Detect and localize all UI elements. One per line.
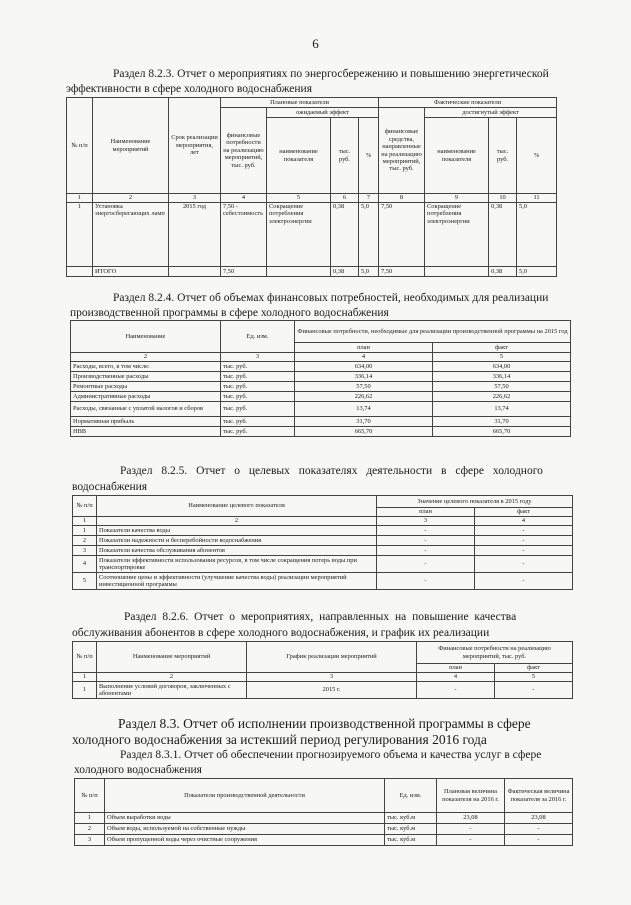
- header-fact: Фактические показатели: [379, 98, 557, 108]
- row-unit: тыс. руб.: [221, 382, 295, 392]
- row-plan: -: [437, 824, 505, 835]
- header-needs: Финансовые потребности, необходимые для реализации производственной программы на 2015 год: [295, 321, 571, 343]
- col-num: 3: [247, 673, 417, 682]
- row-achieved-tr: 0,38: [489, 203, 517, 267]
- row-name: Установка энергосберегающих ламп: [93, 203, 169, 267]
- row-plan: 13,74: [295, 402, 433, 417]
- row-plan: -: [377, 536, 475, 546]
- header-needs: Финансовые потребности на реализацию мероприятий, тыс. руб.: [417, 642, 573, 664]
- row-fin-plan: 7,50 - себестоимость: [221, 203, 267, 267]
- col-num: 4: [417, 673, 495, 682]
- header-name: Показатели производственной деятельности: [105, 779, 385, 813]
- header-fact: Фактическая величина показателя за 2016 г.: [505, 779, 573, 813]
- col-num: 11: [517, 194, 557, 203]
- row-plan: -: [377, 546, 475, 556]
- row-fact: 226,62: [433, 392, 571, 402]
- table-row: [75, 813, 573, 824]
- section-8-2-6-table: [72, 641, 573, 699]
- table-row: [71, 392, 571, 402]
- header-plan: план: [295, 343, 433, 353]
- row-fact: -: [475, 546, 573, 556]
- row-fact: 31,70: [433, 417, 571, 427]
- page-number: 6: [312, 36, 319, 51]
- col-num: 4: [221, 194, 267, 203]
- row-fact: 665,70: [433, 427, 571, 437]
- row-fact: -: [475, 526, 573, 536]
- row-num: 3: [73, 546, 97, 556]
- header-plan: план: [417, 664, 495, 673]
- section-8-2-5-title-line2: водоснабжения: [72, 481, 148, 493]
- header-fin-fact: финансовые средства, направленные на реализацию мероприятий, тыс. руб.: [379, 108, 425, 194]
- total-fin-fact: 7,50: [379, 267, 425, 277]
- row-unit: тыс. руб.: [221, 372, 295, 382]
- total-expected-pct: 5,0: [359, 267, 379, 277]
- header-schedule: График реализации мероприятий: [247, 642, 417, 673]
- header-fact: факт: [495, 664, 573, 673]
- table-row: [73, 526, 573, 536]
- row-plan: 634,00: [295, 362, 433, 372]
- row-num: 1: [73, 682, 97, 699]
- section-8-2-6-title-line2: обслуживания абонентов в сфере холодного водоснабжения, и график их реализации: [72, 627, 490, 639]
- row-fact: 57,50: [433, 382, 571, 392]
- row-plan: -: [377, 556, 475, 573]
- table-row: [75, 824, 573, 835]
- row-unit: тыс. куб.м: [385, 824, 437, 835]
- table-row: [73, 556, 573, 573]
- row-fact: -: [475, 536, 573, 546]
- section-8-2-4-title-line2: производственной программы в сфере холодного водоснабжения: [70, 307, 389, 319]
- row-name: Объем пропущенной воды через очистные сооружения: [105, 835, 385, 846]
- col-num: 3: [221, 353, 295, 362]
- row-plan: -: [417, 682, 495, 699]
- total-row: [67, 267, 557, 277]
- row-plan: 57,50: [295, 382, 433, 392]
- row-num: 2: [75, 824, 105, 835]
- col-num: 1: [73, 517, 97, 526]
- row-expected-pct: 5,0: [359, 203, 379, 267]
- col-num: 2: [97, 673, 247, 682]
- total-fin-plan: 7,50: [221, 267, 267, 277]
- row-plan: 665,70: [295, 427, 433, 437]
- section-8-3-1-title-line1: Раздел 8.3.1. Отчет об обеспечении прогнозируемого объема и качества услуг в сфере: [120, 749, 542, 761]
- table-row: [73, 682, 573, 699]
- row-fact: -: [475, 556, 573, 573]
- table-row: [71, 372, 571, 382]
- header-achieved-effect: достигнутый эффект: [425, 108, 557, 118]
- row-name: Нормативная прибыль: [71, 417, 221, 427]
- row-fact: 13,74: [433, 402, 571, 417]
- section-8-3-title-line2: холодного водоснабжения за истекший период регулирования 2016 года: [72, 732, 487, 747]
- col-num: 6: [331, 194, 359, 203]
- row-name: Объем воды, используемой на собственные нужды: [105, 824, 385, 835]
- row-plan: -: [377, 526, 475, 536]
- row-num: 2: [73, 536, 97, 546]
- row-num: 3: [75, 835, 105, 846]
- row-unit: тыс. куб.м: [385, 813, 437, 824]
- col-num: 1: [73, 673, 97, 682]
- header-unit: Ед. изм.: [221, 321, 295, 353]
- header-name: Наименование: [71, 321, 221, 353]
- col-num: 4: [475, 517, 573, 526]
- section-8-2-3-table: [66, 97, 557, 277]
- col-num: 5: [495, 673, 573, 682]
- header-name: Наименование мероприятий: [93, 98, 169, 194]
- row-achieved-pct: 5,0: [517, 203, 557, 267]
- header-plan: Плановая величина показателя на 2016 г.: [437, 779, 505, 813]
- row-plan: 31,70: [295, 417, 433, 427]
- header-plan: план: [377, 508, 475, 517]
- col-num: 4: [295, 353, 433, 362]
- row-expected-indicator: Сокращение потребления электроэнергии: [267, 203, 331, 267]
- table-row: [73, 573, 573, 590]
- row-fact: 23,08: [505, 813, 573, 824]
- row-unit: тыс. руб.: [221, 427, 295, 437]
- row-fact: -: [505, 835, 573, 846]
- row-fact: -: [475, 573, 573, 590]
- row-fact: 634,00: [433, 362, 571, 372]
- row-name: Показатели качества воды: [97, 526, 377, 536]
- col-num: 5: [267, 194, 331, 203]
- row-name: Выполнение условий договоров, заключенных с абонентами: [97, 682, 247, 699]
- row-plan: 336,14: [295, 372, 433, 382]
- row-unit: тыс. куб.м: [385, 835, 437, 846]
- row-name: Административные расходы: [71, 392, 221, 402]
- header-num: № п/п: [67, 98, 93, 194]
- header-fin-plan: финансовые потребности на реализацию мероприятий, тыс. руб.: [221, 108, 267, 194]
- header-num: № п/п: [73, 496, 97, 517]
- row-name: Показатели эффективности использования ресурсов, в том числе сокращения потерь воды при транспортировке: [97, 556, 377, 573]
- section-8-2-5-table: [72, 495, 573, 590]
- row-fin-fact: 7,50: [379, 203, 425, 267]
- col-num: 3: [377, 517, 475, 526]
- row-unit: тыс. руб.: [221, 402, 295, 417]
- header-unit: Ед. изм.: [385, 779, 437, 813]
- row-name: Показатели качества обслуживания абонентов: [97, 546, 377, 556]
- header-name: Наименование мероприятий: [97, 642, 247, 673]
- table-row: [71, 417, 571, 427]
- row-term: 2015 год: [169, 203, 221, 267]
- table-row: [71, 427, 571, 437]
- table-row: [71, 402, 571, 417]
- header-num: № п/п: [75, 779, 105, 813]
- header-expected-effect: ожидаемый эффект: [267, 108, 379, 118]
- header-tr: тыс. руб.: [489, 118, 517, 194]
- row-name: Расходы, связанные с уплатой налогов и сборов: [71, 402, 221, 417]
- row-name: Ремонтные расходы: [71, 382, 221, 392]
- table-row: [75, 835, 573, 846]
- row-achieved-indicator: Сокращение потребления электроэнергии: [425, 203, 489, 267]
- row-schedule: 2015 г.: [247, 682, 417, 699]
- total-achieved-tr: 0,38: [489, 267, 517, 277]
- total-expected-tr: 0,38: [331, 267, 359, 277]
- section-8-2-5-title-line1: Раздел 8.2.5. Отчет о целевых показателях деятельности в сфере холодного: [120, 465, 543, 477]
- header-pct: %: [517, 118, 557, 194]
- row-expected-tr: 0,38: [331, 203, 359, 267]
- row-plan: -: [377, 573, 475, 590]
- row-plan: 23,08: [437, 813, 505, 824]
- total-achieved-pct: 5,0: [517, 267, 557, 277]
- row-fact: -: [505, 824, 573, 835]
- header-value: Значение целевого показателя в 2015 году: [377, 496, 573, 508]
- row-name: Производственные расходы: [71, 372, 221, 382]
- section-8-2-3-title-line2: эффективности в сфере холодного водоснабжения: [66, 83, 312, 95]
- header-fact: факт: [433, 343, 571, 353]
- header-name: Наименование целевого показателя: [97, 496, 377, 517]
- table-row: [73, 546, 573, 556]
- row-unit: тыс. руб.: [221, 362, 295, 372]
- table-row: [71, 382, 571, 392]
- col-num: 10: [489, 194, 517, 203]
- row-fact: -: [495, 682, 573, 699]
- row-name: Расходы, всего, в том числе:: [71, 362, 221, 372]
- header-pct: %: [359, 118, 379, 194]
- row-num: 1: [67, 203, 93, 267]
- row-name: НВВ: [71, 427, 221, 437]
- header-plan: Плановые показатели: [221, 98, 379, 108]
- col-num: 2: [97, 517, 377, 526]
- header-num: № п/п: [73, 642, 97, 673]
- row-fact: 336,14: [433, 372, 571, 382]
- row-unit: тыс. руб.: [221, 417, 295, 427]
- row-num: 4: [73, 556, 97, 573]
- row-plan: -: [437, 835, 505, 846]
- col-num: 1: [67, 194, 93, 203]
- section-8-3-1-table: [74, 778, 573, 846]
- total-label: ИТОГО: [93, 267, 169, 277]
- column-number-row: [71, 353, 571, 362]
- col-num: 2: [71, 353, 221, 362]
- col-num: 5: [433, 353, 571, 362]
- table-row: [71, 362, 571, 372]
- section-8-3-title-line1: Раздел 8.3. Отчет об исполнении производственной программы в сфере: [118, 716, 531, 731]
- column-number-row: [67, 194, 557, 203]
- header-indicator-name: наименование показателя: [267, 118, 331, 194]
- col-num: 3: [169, 194, 221, 203]
- section-8-3-1-title-line2: холодного водоснабжения: [74, 764, 202, 776]
- col-num: 8: [379, 194, 425, 203]
- col-num: 7: [359, 194, 379, 203]
- row-num: 5: [73, 573, 97, 590]
- col-num: 2: [93, 194, 169, 203]
- row-plan: 226,62: [295, 392, 433, 402]
- col-num: 9: [425, 194, 489, 203]
- header-tr: тыс. руб.: [331, 118, 359, 194]
- section-8-2-4-title-line1: Раздел 8.2.4. Отчет об объемах финансовых потребностей, необходимых для реализации: [113, 292, 549, 304]
- row-name: Соотношение цены и эффективности (улучшение качества воды) реализации мероприятий инвестиционной программы: [97, 573, 377, 590]
- row-num: 1: [75, 813, 105, 824]
- table-row: [73, 536, 573, 546]
- section-8-2-6-title-line1: Раздел 8.2.6. Отчет о мероприятиях, направленных на повышение качества: [124, 611, 517, 623]
- header-indicator-name: наименование показателя: [425, 118, 489, 194]
- section-8-2-4-table: [70, 320, 571, 437]
- table-row: [67, 203, 557, 267]
- column-number-row: [73, 517, 573, 526]
- row-name: Объем выработки воды: [105, 813, 385, 824]
- section-8-2-3-title-line1: Раздел 8.2.3. Отчет о мероприятиях по энергосбережению и повышению энергетической: [113, 68, 549, 80]
- column-number-row: [73, 673, 573, 682]
- header-fact: факт: [475, 508, 573, 517]
- header-term: Срок реализации мероприятия, лет: [169, 98, 221, 194]
- row-unit: тыс. руб.: [221, 392, 295, 402]
- row-name: Показатели надежности и бесперебойности водоснабжения: [97, 536, 377, 546]
- row-num: 1: [73, 526, 97, 536]
